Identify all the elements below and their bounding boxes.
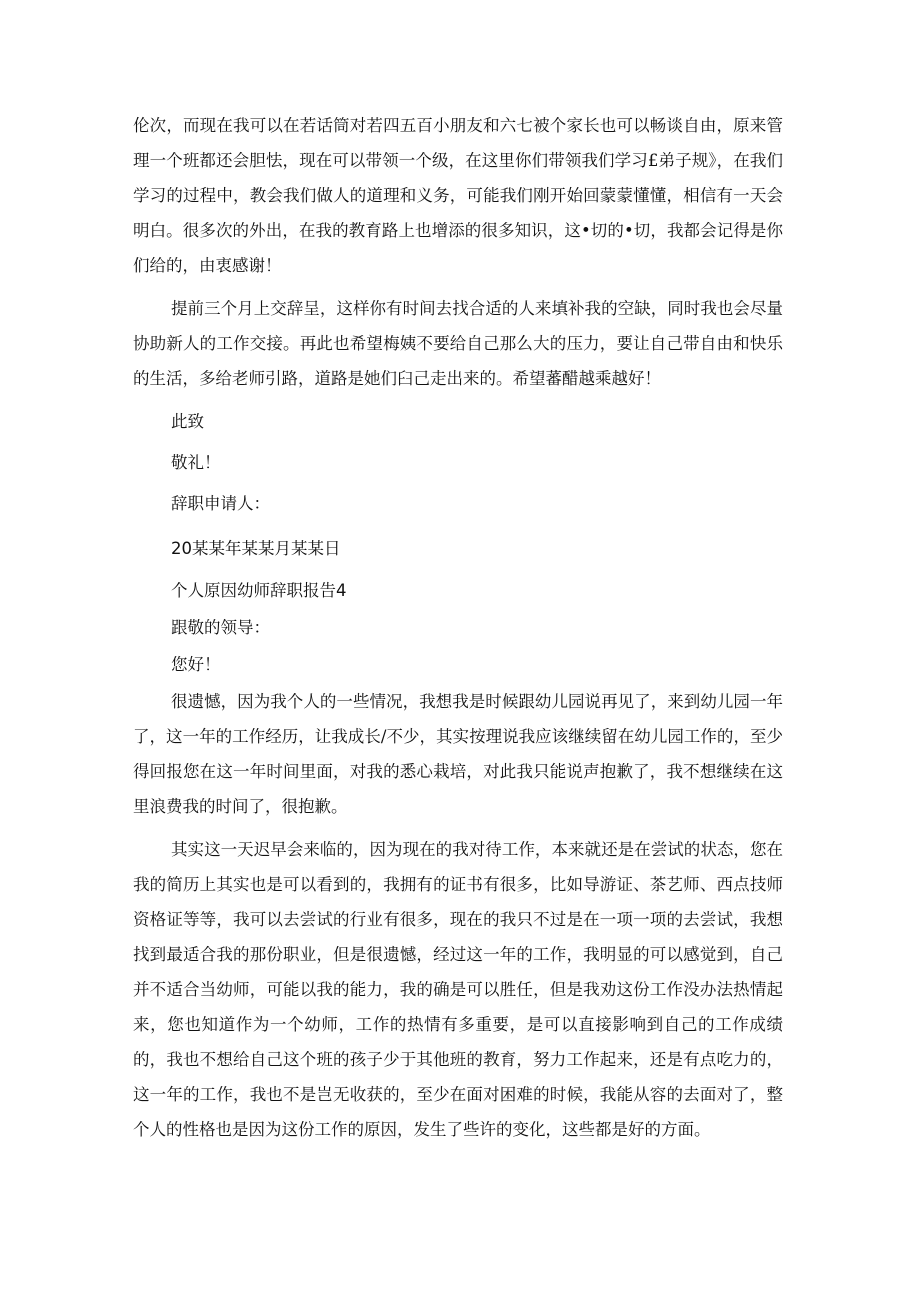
- closing-phrase: 此致: [171, 412, 204, 431]
- salutation: 跟敬的领导：: [171, 618, 270, 637]
- resignation-report-4: [133, 573, 783, 1147]
- closing-salute: 敬礼！: [171, 453, 221, 472]
- paragraph-explanation: 其实这一天迟早会来临的，因为现在的我对待工作，本来就还是在尝试的状态，您在我的简历上其实也是可以看到的，我拥有的证书有很多，比如导游证、茶艺师、西点技师资格证等等，我可以去尝试的行业有很多，现在的我只不过是在一项一项的去尝试，我想找到最适合我的那份职业，但是很遗憾，经过这一年的工作，我明显的可以感觉到，自己并不适合当幼师，可能以我的能力，我的确是可以胜任，但是我劝这份工作没办法热情起来，您也知道作为一个幼师，工作的热情有多重要，是可以直接影响到自己的工作成绩的，我也不想给自己这个班的孩子少于其他班的教育，努力工作起来，还是有点吃力的，这一年的工作，我也不是岂无收获的，至少在面对困难的时候，我能从容的去面对了，整个人的性格也是因为这份工作的原因，发生了些许的变化，这些都是好的方面。: [133, 840, 783, 1139]
- greeting: 您好！: [171, 655, 221, 674]
- paragraph-reason: 很遗憾，因为我个人的一些情况，我想我是时候跟幼儿园说再见了，来到幼儿园一年了，这一年的工作经历，让我成长/不少，其实按理说我应该继续留在幼儿园工作的，至少得回报您在这一年时间里面，对我的悉心栽培，对此我只能说声抱歉了，我不想继续在这里浪费我的时间了，很抱歉。: [133, 692, 783, 816]
- letter-continuation: [133, 108, 783, 566]
- letter-date: 20某某年某某月某某日: [171, 539, 341, 558]
- paragraph-thanks: 伦次，而现在我可以在若话筒对若四五百小朋友和六七被个家长也可以畅谈自由，原来管理一个班都还会胆怯，现在可以带领一个级，在这里你们带领我们学习£弟子规》，在我们学习的过程中，教会我们做人的道理和义务，可能我们刚开始回蒙蒙懂懂，相信有一天会明白。很多次的外出，在我的教育路上也增添的很多知识，这•切的•切，我都会记得是你们给的，由衷感谢！: [133, 116, 783, 275]
- paragraph-notice: 提前三个月上交辞呈，这样你有时间去找合适的人来填补我的空缺，同时我也会尽量协助新人的工作交接。再此也希望梅姨不要给自己那么大的压力，要让自己带自由和快乐的生活，多给老师引路，道路是她们臼己走出来的。希望蕃醋越乘越好！: [133, 299, 783, 388]
- applicant-label: 辞职申请人：: [171, 494, 270, 513]
- report-title: 个人原因幼师辞职报告4: [171, 581, 347, 600]
